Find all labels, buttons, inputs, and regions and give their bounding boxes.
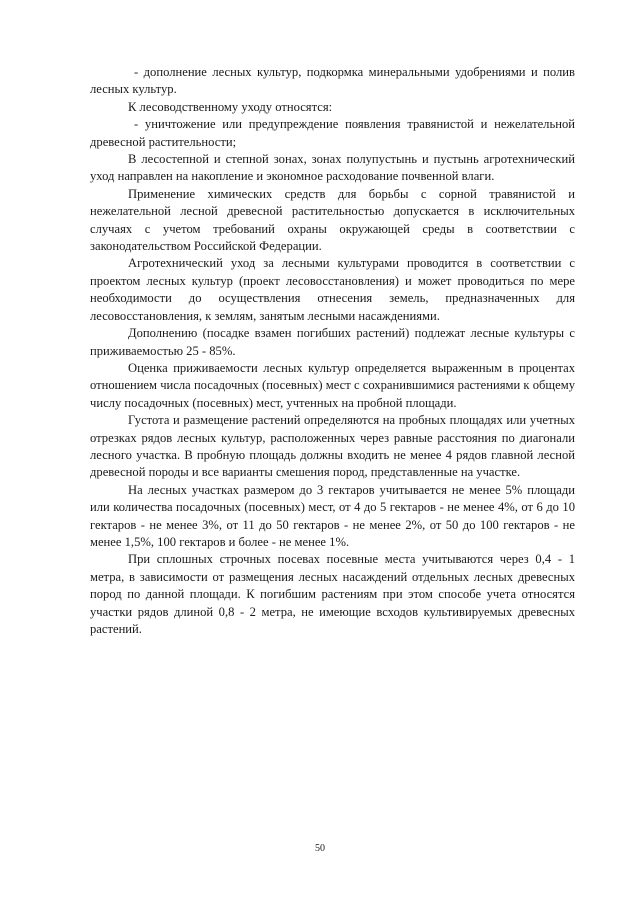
paragraph-steppe-zones: В лесостепной и степной зонах, зонах полупустынь и пустынь агротехнический уход направлен на накопление и экономное расходование почвенной влаги. <box>90 152 575 184</box>
paragraph-replanting: Дополнению (посадке взамен погибших растений) подлежат лесные культуры с приживаемостью 25 - 85%. <box>90 326 575 358</box>
paragraph-sample-sizes: На лесных участках размером до 3 гектаров учитывается не менее 5% площади или количества посадочных (посевных) мест, от 4 до 5 гектаров - не менее 4%, от 6 до 10 гектаров - не менее 3%, от 11 до 50 гектаров - не менее 2%, от 50 до 100 гектаров - не менее 1,5%, 100 гектаров и более - не менее 1%. <box>90 482 575 549</box>
paragraph-silvicultural-care-heading: К лесоводственному уходу относятся: <box>128 99 333 114</box>
document-body <box>90 64 575 638</box>
paragraph-vegetation-removal: - уничтожение или предупреждение появления травянистой и нежелательной древесной растительности; <box>90 117 575 149</box>
paragraph-row-sowing: При сплошных строчных посевах посевные места учитываются через 0,4 - 1 метра, в зависимости от размещения лесных насаждений отдельных лесных древесных пород по данной площади. К погибшим растениям при этом способе учета относятся участки рядов длиной 0,8 - 2 метра, не имеющие всходов культивируемых древесных растений. <box>90 552 575 636</box>
paragraph-chemical-means: Применение химических средств для борьбы с сорной травянистой и нежелательной лесной древесной растительностью допускается в исключительных случаях с учетом требований охраны окружающей среды в соответствии с законодательством Российской Федерации. <box>90 186 575 254</box>
paragraph-agrotechnical-care: Агротехнический уход за лесными культурами проводится в соответствии с проектом лесных культур (проект лесовосстановления) и может проводиться по мере необходимости до осуществления отнесения земель, предназначенных для лесовосстановления, к землям, занятым лесными насаждениями. <box>90 256 575 323</box>
paragraph-density-placement: Густота и размещение растений определяются на пробных площадях или учетных отрезках рядов лесных культур, расположенных через равные расстояния по диагонали лесного участка. В пробную площадь должны входить не менее 4 рядов главной лесной древесной породы и все варианты смешения пород, представленные на участке. <box>90 413 575 480</box>
page-number: 50 <box>315 843 325 854</box>
paragraph-additions: - дополнение лесных культур, подкормка минеральными удобрениями и полив лесных культур. <box>90 65 575 97</box>
paragraph-survival-assessment: Оценка приживаемости лесных культур определяется выраженным в процентах отношением числа посадочных (посевных) мест с сохранившимися растениями к общему числу посадочных (посевных) мест, учтенных на пробной площади. <box>90 360 575 410</box>
